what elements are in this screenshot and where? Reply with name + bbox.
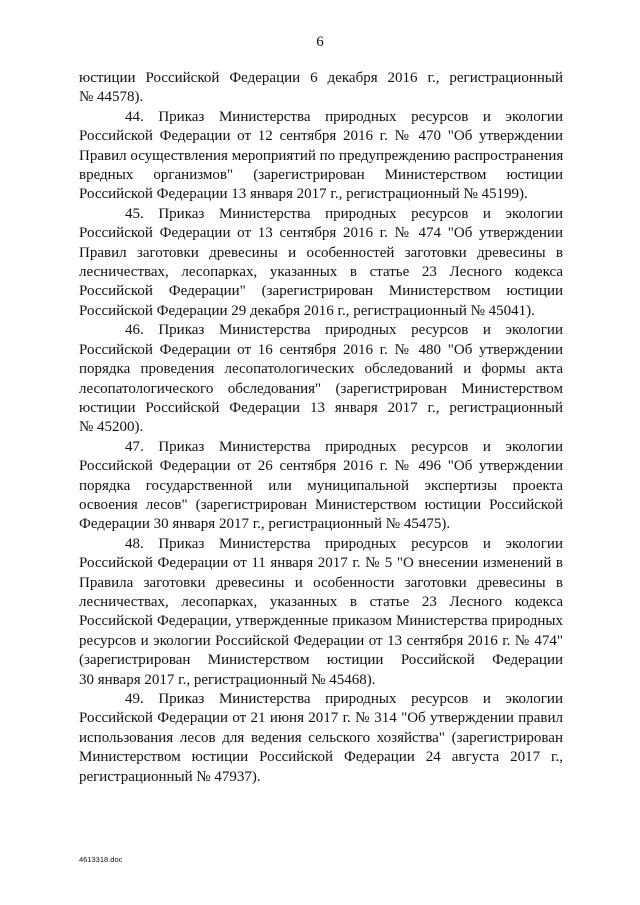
- paragraph-line: лесничествах, лесопарках, указанных в статье 23 Лесного кодекса: [79, 593, 563, 610]
- paragraph-line: 45. Приказ Министерства природных ресурсов и экологии: [125, 205, 563, 222]
- paragraph: [79, 321, 563, 437]
- paragraph-line: лесопатологического обследования" (зарегистрирован Министерством: [79, 380, 563, 397]
- paragraph-line: 49. Приказ Министерства природных ресурсов и экологии: [125, 691, 563, 707]
- paragraph-line: регистрационный № 47937).: [79, 768, 261, 785]
- paragraph-line: Правила заготовки древесины и особенности заготовки древесины в: [79, 574, 563, 591]
- paragraph-line: 48. Приказ Министерства природных ресурсов и экологии: [125, 535, 563, 552]
- paragraph-line: 30 января 2017 г., регистрационный № 45468).: [79, 671, 376, 688]
- paragraph-line: вредных организмов" (зарегистрирован Министерством юстиции: [79, 167, 563, 184]
- paragraph-line: Российской Федерации от 26 сентября 2016 г. № 496 "Об утверждении: [79, 458, 563, 475]
- paragraph: [79, 690, 563, 787]
- paragraph-line: Российской Федерации от 21 июня 2017 г. № 314 "Об утверждении правил: [79, 710, 563, 727]
- document-body: [79, 69, 563, 787]
- paragraph-line: Федерации 30 января 2017 г., регистрационный № 45475).: [79, 516, 451, 533]
- paragraph: [79, 69, 563, 108]
- paragraph-line: 46. Приказ Министерства природных ресурсов и экологии: [125, 322, 563, 339]
- paragraph: [79, 438, 563, 535]
- paragraph-line: порядка проведения лесопатологических обследований и формы акта: [79, 361, 563, 378]
- page-number: 6: [316, 34, 324, 50]
- paragraph-line: лесничествах, лесопарках, указанных в статье 23 Лесного кодекса: [79, 264, 563, 281]
- paragraph-line: юстиции Российской Федерации 6 декабря 2016 г., регистрационный: [79, 70, 563, 86]
- paragraph-line: Правил заготовки древесины и особенностей заготовки древесины в: [79, 244, 563, 261]
- paragraph-line: № 44578).: [79, 89, 144, 106]
- paragraph-line: Российской Федерации от 12 сентября 2016 г. № 470 "Об утверждении: [79, 128, 563, 145]
- footer-filename: 4613318.doc: [79, 855, 123, 864]
- paragraph-line: Российской Федерации, утвержденные приказом Министерства природных: [79, 613, 563, 630]
- paragraph-line: использования лесов для ведения сельского хозяйства" (зарегистрирован: [79, 729, 563, 746]
- paragraph-line: 44. Приказ Министерства природных ресурсов и экологии: [125, 108, 563, 125]
- paragraph-line: Российской Федерации от 16 сентября 2016 г. № 480 "Об утверждении: [79, 341, 563, 358]
- paragraph-line: Российской Федерации" (зарегистрирован Министерством юстиции: [79, 283, 563, 300]
- paragraph-line: Российской Федерации 29 декабря 2016 г., регистрационный № 45041).: [79, 302, 535, 319]
- paragraph-line: Российской Федерации 13 января 2017 г., регистрационный № 45199).: [79, 186, 528, 203]
- paragraph-line: Правил осуществления мероприятий по предупреждению распространения: [79, 147, 564, 164]
- paragraph: [79, 108, 563, 205]
- paragraph-line: № 45200).: [79, 419, 144, 436]
- paragraph: [79, 535, 563, 690]
- paragraph-line: порядка государственной или муниципальной экспертизы проекта: [79, 477, 563, 494]
- paragraph-line: освоения лесов" (зарегистрирован Министерством юстиции Российской: [79, 496, 563, 513]
- paragraph-line: Министерством юстиции Российской Федерации 24 августа 2017 г.,: [79, 749, 563, 766]
- paragraph-line: 47. Приказ Министерства природных ресурсов и экологии: [125, 438, 563, 455]
- paragraph-line: Российской Федерации от 13 сентября 2016 г. № 474 "Об утверждении: [79, 225, 563, 242]
- paragraph-line: юстиции Российской Федерации 13 января 2017 г., регистрационный: [79, 399, 563, 416]
- paragraph: [79, 205, 563, 321]
- paragraph-line: ресурсов и экологии Российской Федерации от 13 сентября 2016 г. № 474": [79, 632, 563, 649]
- paragraph-line: Российской Федерации от 11 января 2017 г. № 5 "О внесении изменений в: [79, 555, 563, 572]
- paragraph-line: (зарегистрирован Министерством юстиции Российской Федерации: [79, 652, 563, 669]
